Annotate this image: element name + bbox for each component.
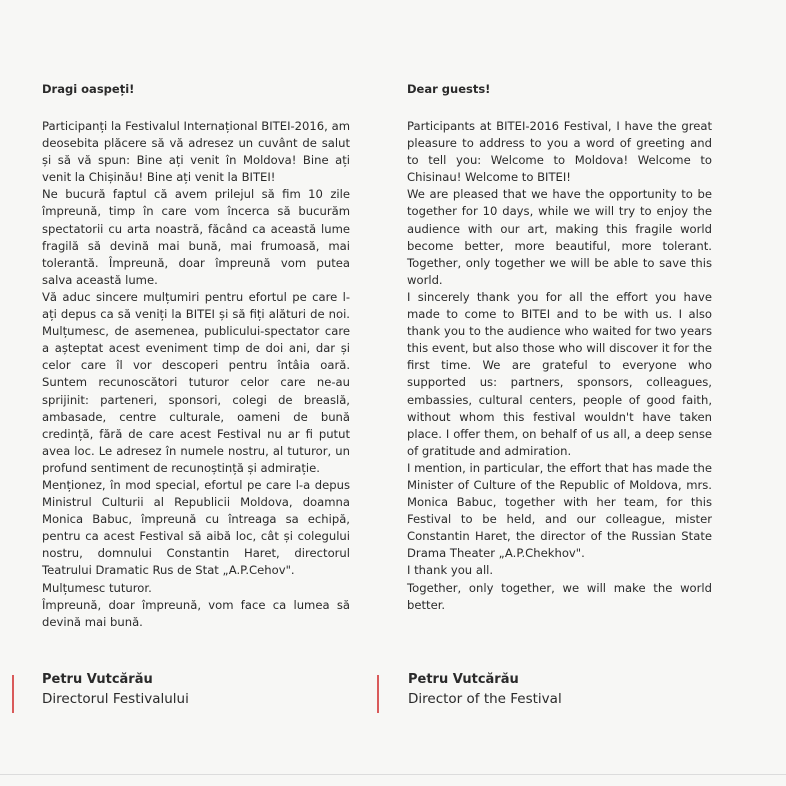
romanian-paragraph: Împreună, doar împreună, vom face ca lumea să devină mai bună. [42,597,350,629]
english-signature [408,670,562,709]
romanian-greeting-title: Dragi oaspeți! [42,82,135,96]
romanian-paragraph: Vă aduc sincere mulțumiri pentru efortul pe care l-ați depus ca să veniți la BITEI și să fiți alături de noi. Mulțumesc, de asemenea, publicului-spectator care a așteptat acest eveniment timp de doi ani, dar și celor care îl vor descoperi pentru întâia oară. Suntem recunoscători tuturor celor care ne-au sprijinit: parteneri, sponsori, colegi de breaslă, ambasade, centre culturale, oameni de bună credință, fără de care acest Festival nu ar fi putut avea loc. Le adresez în numele nostru, al tuturor, un profund sentiment de recunoștință și admirație. [42,289,350,475]
english-paragraph: I mention, in particular, the effort that has made the Minister of Culture of the Republic of Moldova, mrs. Monica Babuc, together with her team, for this Festival to be held, and our colleague, mister Constantin Haret, the director of the Russian State Drama Theater „A.P.Chekhov". [407,460,712,561]
english-paragraph: Participants at BITEI-2016 Festival, I have the great pleasure to address to you a word of greeting and to tell you: Welcome to Moldova! Welcome to Chisinau! Welcome to BITEI! [407,119,712,185]
signature-accent-bar [12,675,14,713]
page-bottom-divider [0,774,786,775]
english-greeting-title: Dear guests! [407,82,491,96]
romanian-paragraph: Ne bucură faptul că avem prilejul să fim 10 zile împreună, timp în care vom încerca să bucurăm spectatorii cu arta noastră, făcând ca această lume fragilă să devină mai bună, mai frumoasă, mai tolerantă. Împreună, doar împreună vom putea salva această lume. [42,187,350,287]
signature-accent-bar [377,675,379,713]
romanian-paragraph: Participanți la Festivalul Internațional BITEI-2016, am deosebita plăcere să vă adresez un cuvânt de salut și să vă spun: Bine ați venit în Moldova! Bine ați venit la Chișinău! Bine ați venit la BITEI! [42,119,350,185]
romanian-paragraph: Menționez, în mod special, efortul pe care l-a depus Ministrul Culturii al Republicii Moldova, doamna Monica Babuc, împreună cu întreaga sa echipă, pentru ca acest Festival să aibă loc, cât și colegului nostru, domnului Constantin Haret, directorul Teatrului Dramatic Rus de Stat „A.P.Cehov". [42,477,350,578]
romanian-letter [42,80,350,631]
english-paragraph: Together, only together, we will make the world better. [407,580,712,612]
signature-role: Director of the Festival [408,691,562,707]
signature-role: Directorul Festivalului [42,691,189,707]
signature-name: Petru Vutcărău [42,672,153,687]
romanian-letter-body [42,118,350,631]
english-letter [407,80,712,614]
signature-name: Petru Vutcărău [408,672,519,687]
english-paragraph: I thank you all. [407,563,494,578]
english-letter-body [407,118,712,614]
romanian-signature [42,670,189,709]
english-paragraph: I sincerely thank you for all the effort you have made to come to BITEI and to be with us. I also thank you to the audience who waited for two years this event, but also those who will discover it for the first time. We are grateful to everyone who supported us: partners, sponsors, colleagues, embassies, cultural centers, people of good faith, without whom this festival wouldn't have taken place. I offer them, on behalf of us all, a deep sense of gratitude and admiration. [407,289,712,458]
english-paragraph: We are pleased that we have the opportunity to be together for 10 days, while we will try to enjoy the audience with our art, making this fragile world become better, more beautiful, more tolerant. Together, only together we will be able to save this world. [407,187,712,287]
romanian-paragraph: Mulțumesc tuturor. [42,580,152,595]
